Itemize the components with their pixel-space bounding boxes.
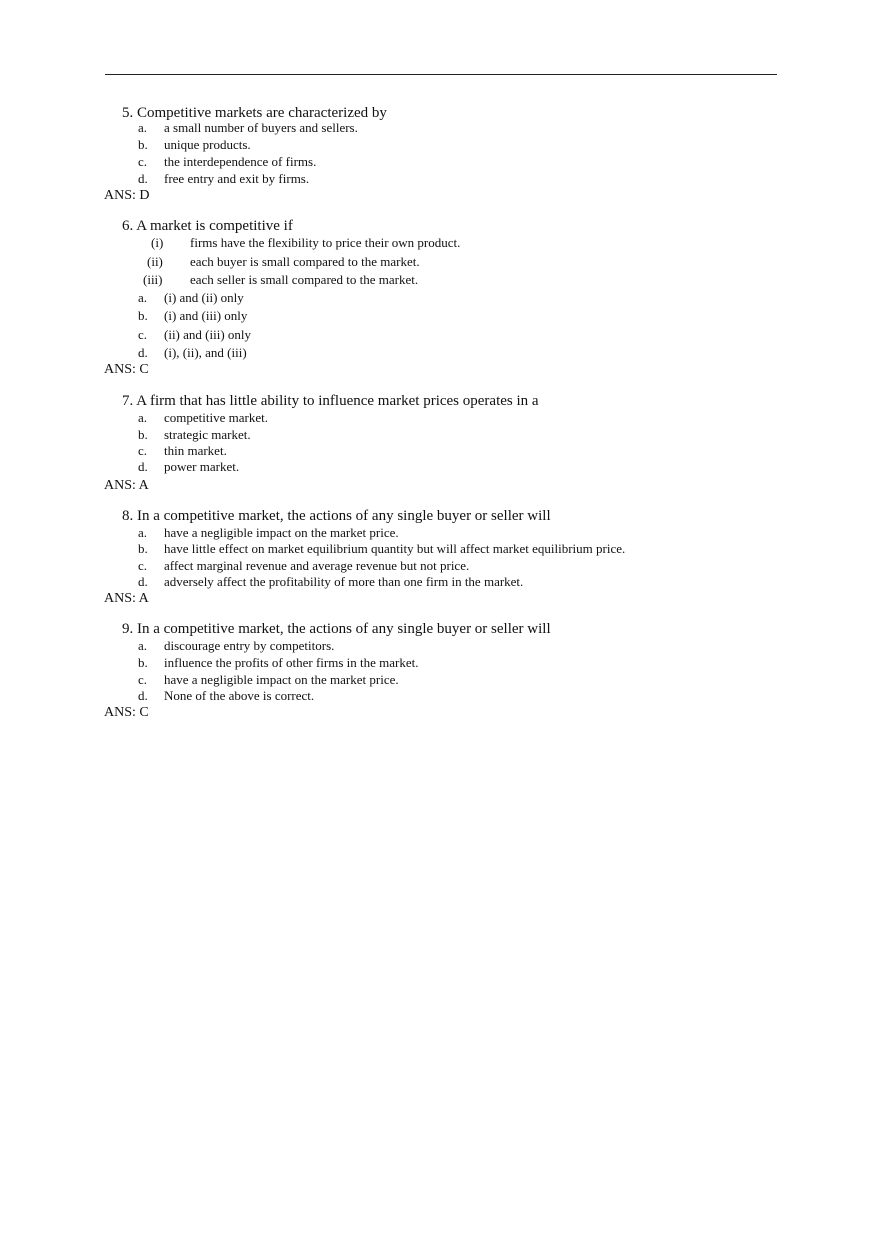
question-number: 6.	[122, 218, 134, 234]
statement-text: each buyer is small compared to the market.	[190, 254, 420, 269]
option-text: (i), (ii), and (iii)	[164, 345, 247, 360]
question-text: A market is competitive if	[136, 218, 293, 234]
option-letter: a.	[138, 638, 148, 653]
question-stem	[122, 509, 551, 524]
option-text: competitive market.	[164, 410, 268, 425]
option-text: None of the above is correct.	[164, 688, 315, 703]
option-letter: b.	[138, 308, 148, 323]
option-text: the interdependence of firms.	[164, 154, 317, 169]
question-text: A firm that has little ability to influence market prices operates in a	[136, 393, 539, 409]
option-text: (i) and (iii) only	[164, 308, 248, 323]
option-text: have a negligible impact on the market price.	[164, 672, 399, 687]
option-letter: c.	[138, 443, 148, 458]
option-letter: a.	[138, 120, 148, 135]
option-text: have little effect on market equilibrium quantity but will affect market equilibrium price.	[164, 541, 626, 556]
question-text: In a competitive market, the actions of any single buyer or seller will	[137, 508, 551, 524]
option-letter: b.	[138, 427, 148, 442]
question-stem	[122, 394, 539, 409]
option-letter: b.	[138, 541, 148, 556]
option-letter: d.	[138, 459, 148, 474]
statement-label: (ii)	[147, 254, 163, 269]
option-text: (ii) and (iii) only	[164, 327, 252, 342]
option-letter: a.	[138, 290, 148, 305]
answer-key: ANS: A	[104, 478, 149, 493]
option-letter: c.	[138, 672, 148, 687]
option-text: strategic market.	[164, 427, 251, 442]
question-text: In a competitive market, the actions of any single buyer or seller will	[137, 621, 551, 637]
question-number: 9.	[122, 621, 134, 637]
question-text: Competitive markets are characterized by	[137, 105, 387, 121]
option-text: power market.	[164, 459, 240, 474]
statement-text: each seller is small compared to the market.	[190, 272, 419, 287]
header-rule	[105, 74, 777, 75]
question-number: 5.	[122, 105, 134, 121]
answer-key: ANS: C	[104, 362, 149, 377]
option-text: unique products.	[164, 137, 251, 152]
option-text: influence the profits of other firms in the market.	[164, 655, 419, 670]
answer-key: ANS: D	[104, 188, 150, 203]
option-letter: d.	[138, 574, 148, 589]
option-letter: d.	[138, 171, 148, 186]
question-stem	[122, 106, 387, 121]
option-letter: d.	[138, 688, 148, 703]
option-text: free entry and exit by firms.	[164, 171, 310, 186]
option-text: adversely affect the profitability of more than one firm in the market.	[164, 574, 524, 589]
answer-key: ANS: C	[104, 705, 149, 720]
option-text: a small number of buyers and sellers.	[164, 120, 358, 135]
option-letter: d.	[138, 345, 148, 360]
option-text: discourage entry by competitors.	[164, 638, 335, 653]
question-stem	[122, 622, 551, 637]
statement-label: (iii)	[143, 272, 163, 287]
statement-text: firms have the flexibility to price their own product.	[190, 235, 461, 250]
option-letter: c.	[138, 327, 148, 342]
option-letter: a.	[138, 410, 148, 425]
answer-key: ANS: A	[104, 591, 149, 606]
statement-label: (i)	[151, 235, 164, 250]
option-text: have a negligible impact on the market price.	[164, 525, 399, 540]
question-number: 8.	[122, 508, 134, 524]
option-letter: c.	[138, 558, 148, 573]
option-text: affect marginal revenue and average revenue but not price.	[164, 558, 470, 573]
question-stem	[122, 219, 293, 234]
option-letter: b.	[138, 137, 148, 152]
option-letter: a.	[138, 525, 148, 540]
option-text: (i) and (ii) only	[164, 290, 244, 305]
question-number: 7.	[122, 393, 134, 409]
option-letter: c.	[138, 154, 148, 169]
option-text: thin market.	[164, 443, 227, 458]
option-letter: b.	[138, 655, 148, 670]
